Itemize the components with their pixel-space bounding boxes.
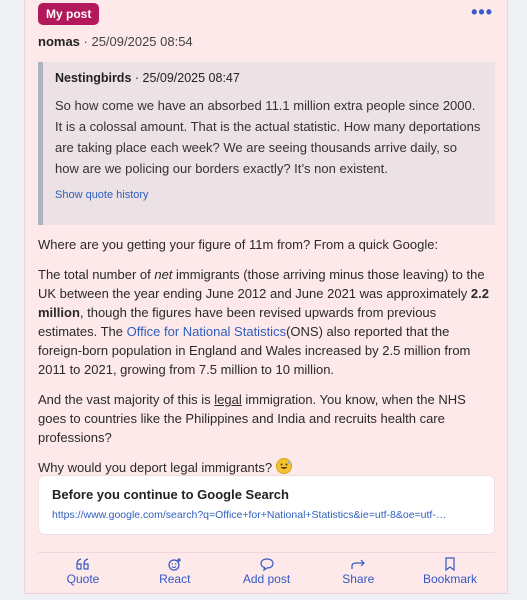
underlined-text: legal — [214, 392, 242, 407]
quote-button[interactable] — [38, 557, 128, 586]
smiley-plus-icon — [167, 557, 183, 571]
react-label: React — [159, 572, 191, 586]
grinning-sweat-emoji-icon — [276, 458, 292, 474]
add-post-button[interactable] — [222, 557, 312, 586]
add-post-label: Add post — [242, 572, 291, 586]
body-paragraph-2 — [38, 265, 495, 379]
text-span: , though the figures have been revised upwards from previous estimates. The — [38, 305, 437, 339]
post-body — [38, 235, 495, 488]
react-button[interactable] — [130, 557, 220, 586]
link-preview-url[interactable]: https://www.google.com/search?q=Office+for+National+Statistics&ie=utf-8&oe=utf-… — [52, 509, 447, 521]
text-span: immigrants (those arriving minus those leaving) to the UK between the year ending June 2012 and June 2021 was approximately — [38, 267, 485, 301]
quote-text: So how come we have an absorbed 11.1 million extra people since 2000. It is a colossal amount. That is the actual statistic. How many deportations are taking place each week? We are seeing thousands arrive daily, so how are we policing our borders exactly? It’s non existent. — [55, 98, 481, 176]
actions-divider — [38, 552, 495, 553]
my-post-badge: My post — [38, 3, 99, 25]
link-preview-card[interactable] — [38, 475, 495, 535]
quote-icon — [75, 557, 91, 571]
quote-timestamp: · 25/09/2025 08:47 — [131, 71, 240, 85]
more-options-button[interactable]: ••• — [471, 2, 493, 22]
bookmark-label: Bookmark — [422, 572, 478, 586]
speech-bubble-icon — [259, 557, 275, 571]
post-author[interactable]: nomas — [38, 34, 80, 49]
body-paragraph-1: Where are you getting your figure of 11m from? From a quick Google: — [38, 237, 439, 252]
link-preview-title[interactable]: Before you continue to Google Search — [52, 487, 289, 502]
share-button[interactable] — [313, 557, 403, 586]
post-card — [24, 0, 508, 594]
text-span: Why would you deport legal immigrants? — [38, 460, 276, 475]
post-header — [38, 34, 193, 49]
show-quote-history-link[interactable]: Show quote history — [55, 189, 149, 201]
quote-block — [38, 62, 495, 225]
quote-header — [55, 71, 481, 85]
bookmark-icon — [442, 557, 458, 571]
text-span: The total number of — [38, 267, 155, 282]
bookmark-button[interactable] — [405, 557, 495, 586]
ons-link[interactable]: Office for National Statistics — [126, 324, 287, 339]
body-paragraph-3 — [38, 390, 495, 447]
quote-author[interactable]: Nestingbirds — [55, 71, 132, 85]
text-span: (ONS) also reported that the foreign-born population in England and Wales increased by 2.5 million from 2011 to 2021, growing from 7.5 million to 10 million. — [38, 324, 471, 377]
bold-text: 2.2 million — [38, 286, 489, 320]
share-arrow-icon — [350, 557, 366, 571]
post-actions — [38, 557, 495, 586]
text-span: And the vast majority of this is — [38, 392, 215, 407]
emphasis-text: net — [154, 267, 173, 282]
text-span: immigration. You know, when the NHS goes to countries like the Philippines and India and recruits health care professions? — [38, 392, 466, 445]
post-timestamp: · 25/09/2025 08:54 — [79, 34, 193, 49]
quote-label: Quote — [66, 572, 100, 586]
share-label: Share — [342, 572, 375, 586]
